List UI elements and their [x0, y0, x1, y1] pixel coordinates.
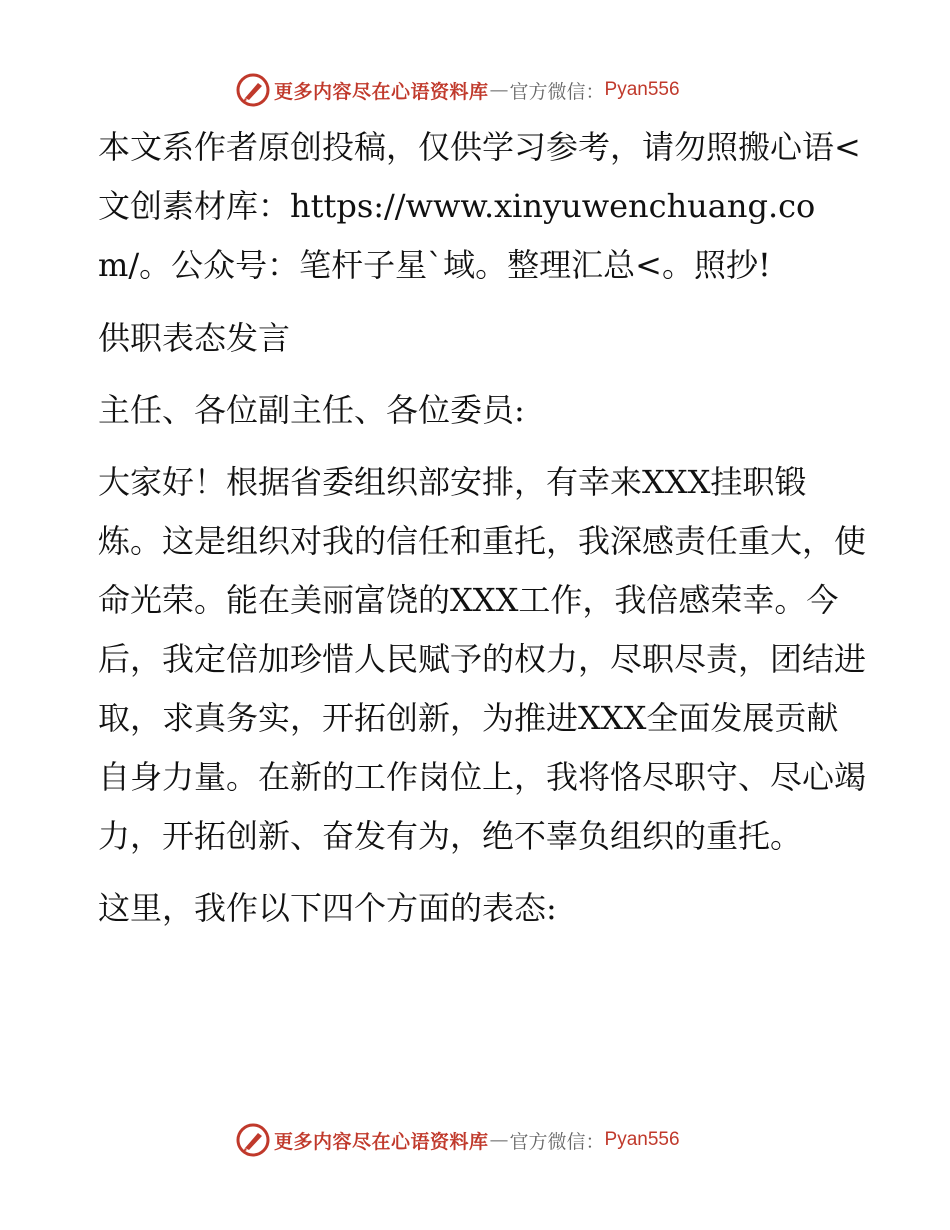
body-paragraph: 大家好！根据省委组织部安排，有幸来XXX挂职锻炼。这是组织对我的信任和重托，我深感责任重大，使命光荣。能在美丽富饶的XXX工作，我倍感荣幸。今后，我定倍加珍惜人民赋予的权力，尽职尽责，团结进取，求真务实，开拓创新，为推进XXX全面发展贡献自身力量。在新的工作岗位上，我将恪尽职守、尽心竭力，开拓创新、奋发有为，绝不辜负组织的重托。	[98, 463, 867, 855]
closing-paragraph: 这里，我作以下四个方面的表态:	[98, 889, 557, 927]
watermark-wechat-id: Pyan556	[604, 1129, 680, 1150]
document-body	[98, 118, 868, 938]
watermark-label: 官方微信：	[509, 1130, 605, 1153]
copyright-notice: 本文系作者原创投稿，仅供学习参考，请勿照搬心语<文创素材库：https://www.xinyuwenchuang.com/。公众号：笔杆子星`域。整理汇总<。照抄!	[98, 128, 861, 284]
watermark-site-text: 更多内容尽在心语资料库	[274, 80, 489, 103]
watermark-dash: —	[489, 1129, 509, 1151]
quill-logo-icon	[236, 1123, 270, 1157]
watermark-dash: —	[489, 79, 509, 101]
quill-logo-icon	[236, 73, 270, 107]
salutation: 主任、各位副主任、各位委员:	[98, 391, 525, 429]
document-title: 供职表态发言	[98, 319, 291, 357]
watermark-site-text: 更多内容尽在心语资料库	[274, 1130, 489, 1153]
watermark-wechat-id: Pyan556	[604, 79, 680, 100]
watermark-label: 官方微信：	[509, 80, 605, 103]
footer-watermark	[236, 1122, 680, 1158]
header-watermark	[236, 72, 680, 108]
